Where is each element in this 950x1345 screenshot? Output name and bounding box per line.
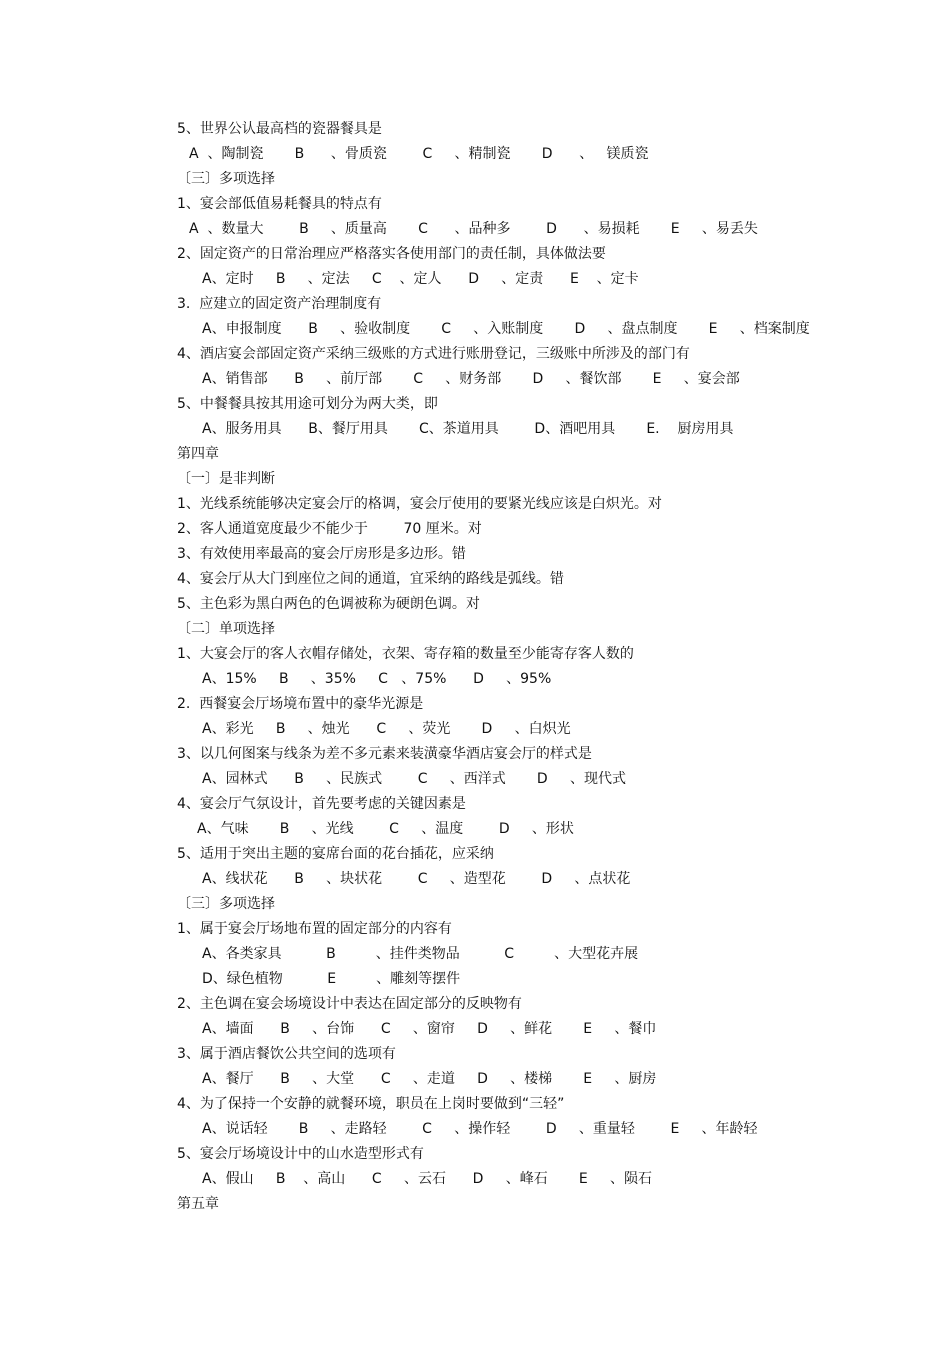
question-1-cloakroom: 1、大宴会厅的客人衣帽存储处，衣架、寄存箱的数量至少能寄存客人数的 <box>177 646 634 662</box>
options-q3-asset-system: A、申报制度 B 、验收制度 C 、入账制度 D 、盘点制度 E 、档案制度 <box>202 321 810 337</box>
options-q4-ledger: A、销售部 B 、前厅部 C 、财务部 D 、餐饮部 E 、宴会部 <box>202 371 740 387</box>
question-2-main-tone: 2、主色调在宴会场境设计中表达在固定部分的反映物有 <box>177 996 522 1012</box>
question-4-atmosphere: 4、宴会厅气氛设计，首先要考虑的关键因素是 <box>177 796 466 812</box>
section-heading-true-false: 〔一〕是非判断 <box>177 471 275 487</box>
options-q5-porcelain: A 、陶制瓷 B 、骨质瓷 C 、精制瓷 D 、 镁质瓷 <box>189 146 649 162</box>
question-3-decor-style: 3、以几何图案与线条为差不多元素来装潢豪华酒店宴会厅的样式是 <box>177 746 592 762</box>
question-5-porcelain: 5、世界公认最高档的瓷器餐具是 <box>177 121 382 137</box>
options-q1-fixed-layout-a: A、各类家具 B 、挂件类物品 C 、大型花卉展 <box>202 946 639 962</box>
statement-5-tone: 5、主色彩为黑白两色的色调被称为硬朗色调。对 <box>177 596 480 612</box>
question-4-three-level-ledger: 4、酒店宴会部固定资产采纳三级账的方式进行账册登记，三级账中所涉及的部门有 <box>177 346 690 362</box>
options-q3-decor-style: A、园林式 B 、民族式 C 、西洋式 D 、现代式 <box>202 771 626 787</box>
question-2-fixed-assets: 2、固定资产的日常治理应严格落实各使用部门的责任制，具体做法要 <box>177 246 606 262</box>
chapter-heading-4: 第四章 <box>177 446 219 462</box>
options-q1-cloakroom: A、15% B 、35% C 、75% D 、95% <box>202 671 552 687</box>
question-3-public-space: 3、属于酒店餐饮公共空间的选项有 <box>177 1046 396 1062</box>
options-q5-flower-arrangement: A、线状花 B 、块状花 C 、造型花 D 、点状花 <box>202 871 631 887</box>
statement-1-lighting: 1、光线系统能够决定宴会厅的格调，宴会厅使用的要紧光线应该是白炽光。对 <box>177 496 662 512</box>
options-q4-three-light: A、说话轻 B 、走路轻 C 、操作轻 D 、重量轻 E 、年龄轻 <box>202 1121 758 1137</box>
statement-3-room-shape: 3、有效使用率最高的宴会厅房形是多边形。错 <box>177 546 466 562</box>
options-q2-luxury-light: A、彩光 B 、烛光 C 、荧光 D 、白炽光 <box>202 721 571 737</box>
question-2-luxury-light: 2. 西餐宴会厅场境布置中的豪华光源是 <box>177 696 424 712</box>
options-q1-tableware: A 、数量大 B 、质量高 C 、品种多 D 、易损耗 E 、易丢失 <box>189 221 758 237</box>
options-q3-public-space: A、餐厅 B 、大堂 C 、走道 D 、楼梯 E 、厨房 <box>202 1071 657 1087</box>
chapter-heading-5: 第五章 <box>177 1196 219 1212</box>
question-3-asset-system: 3. 应建立的固定资产治理制度有 <box>177 296 382 312</box>
options-q5-chinese-tableware: A、服务用具 B、餐厅用具 C、茶道用具 D、酒吧用具 E. 厨房用具 <box>202 421 734 437</box>
question-5-flower-arrangement: 5、适用于突出主题的宴席台面的花台插花，应采纳 <box>177 846 494 862</box>
question-5-landscape: 5、宴会厅场境设计中的山水造型形式有 <box>177 1146 424 1162</box>
section-heading-multiple-choice-2: 〔三〕多项选择 <box>177 896 275 912</box>
options-q2-fixed-assets: A、定时 B 、定法 C 、定人 D 、定责 E 、定卡 <box>202 271 639 287</box>
question-5-chinese-tableware: 5、中餐餐具按其用途可划分为两大类，即 <box>177 396 438 412</box>
options-q4-atmosphere: A、气味 B 、光线 C 、温度 D 、形状 <box>197 821 574 837</box>
statement-4-path-line: 4、宴会厅从大门到座位之间的通道，宜采纳的路线是弧线。错 <box>177 571 564 587</box>
question-1-fixed-layout: 1、属于宴会厅场地布置的固定部分的内容有 <box>177 921 452 937</box>
statement-2-aisle-width: 2、客人通道宽度最少不能少于 70 厘米。对 <box>177 521 482 537</box>
section-heading-multiple-choice: 〔三〕多项选择 <box>177 171 275 187</box>
section-heading-single-choice: 〔二〕单项选择 <box>177 621 275 637</box>
options-q5-landscape: A、假山 B 、高山 C 、云石 D 、峰石 E 、陨石 <box>202 1171 652 1187</box>
question-1-tableware: 1、宴会部低值易耗餐具的特点有 <box>177 196 382 212</box>
question-4-three-light: 4、为了保持一个安静的就餐环境，职员在上岗时要做到“三轻” <box>177 1096 565 1112</box>
options-q1-fixed-layout-b: D、绿色植物 E 、雕刻等摆件 <box>202 971 461 987</box>
options-q2-main-tone: A、墙面 B 、台饰 C 、窗帘 D 、鲜花 E 、餐巾 <box>202 1021 657 1037</box>
